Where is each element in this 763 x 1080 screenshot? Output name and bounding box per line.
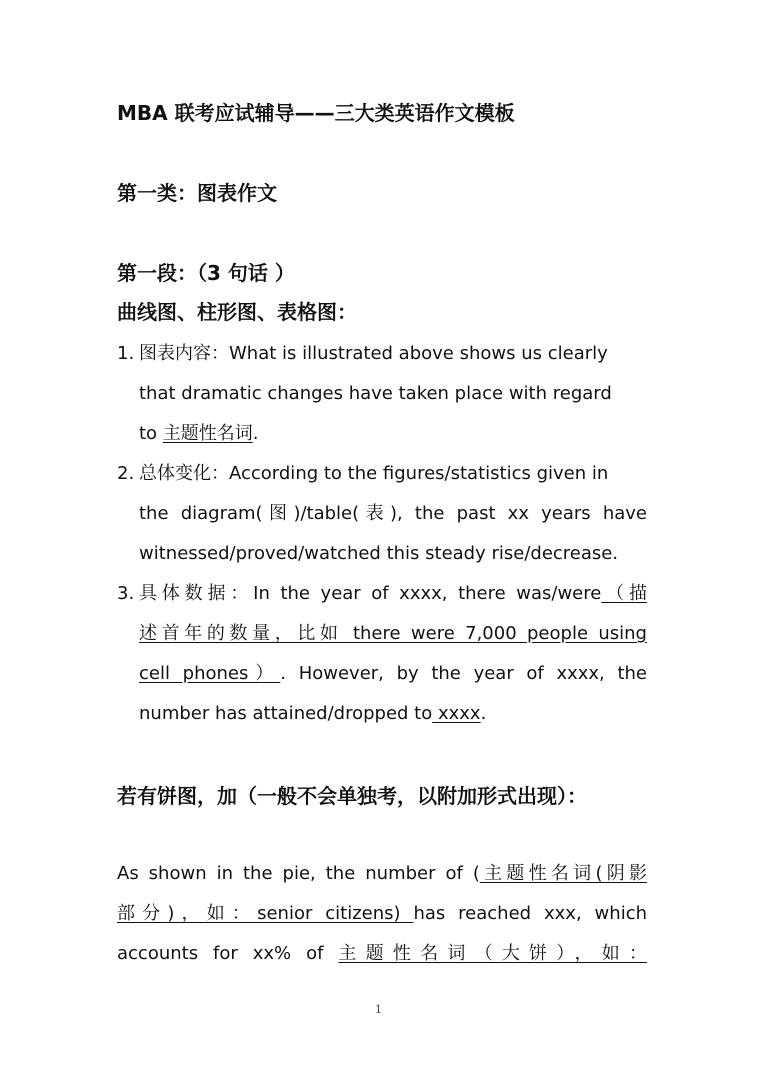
item-text: number has attained/dropped to [139, 703, 433, 724]
item-text: witnessed/proved/watched this steady rise/decrease. [139, 543, 619, 564]
item-3-line-4 [139, 701, 486, 727]
item-1-line-3 [139, 421, 259, 447]
item-3-line-3 [139, 661, 647, 687]
item-text: . However, by the year of xxxx, the [280, 663, 647, 684]
pie-line-3 [117, 941, 647, 967]
item-3-line-1 [139, 581, 647, 607]
document-title: MBA 联考应试辅导——三大类英语作文模板 [117, 101, 515, 125]
item-text: 具体数据：In the year of xxxx, there was/were [139, 583, 602, 604]
pie-line-1 [117, 861, 647, 887]
pie-line-2 [117, 901, 647, 927]
pie-text: has reached xxx, which [413, 903, 647, 924]
underlined-placeholder: 部分)，如：senior citizens) [117, 903, 414, 924]
underlined-placeholder: cell phones） [139, 663, 281, 684]
item-text: that dramatic changes have taken place with regard [139, 383, 612, 404]
page-number: 1 [375, 1003, 382, 1016]
item-text: 总体变化：According to the figures/statistics given in [139, 463, 609, 484]
item-number: 2. [117, 463, 135, 484]
item-2-line-3 [139, 541, 618, 567]
underlined-placeholder: xxxx [432, 703, 481, 724]
item-2-line-2 [139, 501, 647, 527]
underlined-placeholder: 述首年的数量，比如 there were 7,000 people using [139, 623, 647, 644]
underlined-placeholder: 主题性名词 [162, 423, 253, 444]
item-text: . [480, 703, 487, 724]
paragraph-one-heading: 第一段：（3 句话 ） [117, 261, 295, 285]
pie-chart-heading: 若有饼图，加（一般不会单独考，以附加形式出现）： [117, 784, 587, 808]
chart-types-subheading: 曲线图、柱形图、表格图： [117, 300, 357, 324]
item-number: 1. [117, 343, 135, 364]
underlined-placeholder: （描 [601, 583, 648, 604]
item-text: to [139, 423, 163, 444]
item-text: 图表内容：What is illustrated above shows us clearly [139, 343, 608, 364]
item-1-line-1 [139, 341, 647, 367]
item-2-line-1 [139, 461, 647, 487]
pie-text: accounts for xx% of [117, 943, 339, 964]
item-1-line-2 [139, 381, 647, 407]
item-number: 3. [117, 583, 135, 604]
item-text: the diagram(图)/table(表), the past xx years have [139, 503, 647, 524]
underlined-placeholder: 主题性名词（大饼），如： [338, 943, 647, 964]
category-heading: 第一类：图表作文 [117, 181, 277, 205]
item-3-line-2 [139, 621, 647, 647]
pie-text: As shown in the pie, the number of ( [117, 863, 480, 884]
item-text: . [252, 423, 259, 444]
underlined-placeholder: 主题性名词(阴影 [479, 863, 647, 884]
